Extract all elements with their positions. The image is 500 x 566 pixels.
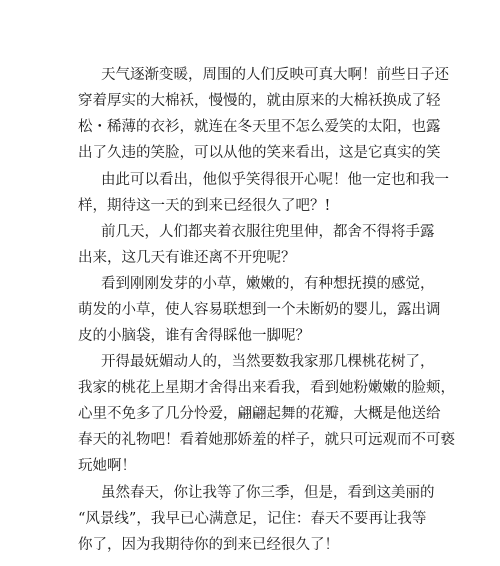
text-line-19-content: 你了，因为我期待你的到来已经很久了！: [78, 537, 339, 553]
text-line-14: [0, 404, 500, 424]
text-line-16-content: 玩她啊！: [78, 458, 136, 474]
text-line-16: [0, 456, 500, 476]
text-line-3: [0, 117, 500, 137]
text-line-8: [0, 248, 500, 268]
text-line-13: [0, 378, 500, 398]
text-line-2: [0, 91, 500, 111]
text-line-9: [0, 274, 500, 294]
text-line-18: [0, 509, 500, 529]
text-line-14-content: 心里不免多了几分怜爱，翩翩起舞的花瓣，大概是他送给: [78, 406, 441, 422]
text-line-2-content: 穿着厚实的大棉袄，慢慢的，就由原来的大棉袄换成了轻: [78, 93, 441, 109]
text-line-11-content: 皮的小脑袋，谁有舍得睬他一脚呢？: [78, 328, 310, 344]
text-line-4: [0, 143, 500, 163]
text-line-3-content: 松・稀薄的衣衫，就连在冬天里不怎么爱笑的太阳，也露: [78, 119, 441, 135]
text-line-15: [0, 430, 500, 450]
text-line-6-content: 样，期待这一天的到来已经很久了吧？!: [78, 198, 331, 214]
text-line-5-content: 由此可以看出，他似乎笑得很开心呢！他一定也和我一: [101, 172, 449, 188]
text-line-19: [0, 535, 500, 555]
text-line-12-content: 开得最妩媚动人的，当然要数我家那几棵桃花树了，: [101, 354, 435, 370]
text-line-17-content: 虽然春天，你让我等了你三季，但是，看到这美丽的: [101, 485, 435, 501]
text-line-1-content: 天气逐渐变暖，周围的人们反映可真大啊！前些日子还: [101, 67, 449, 83]
text-line-15-content: 春天的礼物吧！看着她那娇羞的样子，就只可远观而不可亵: [78, 432, 455, 448]
text-line-18-content: “风景线”，我早已心满意足，记住：春天不要再让我等: [78, 511, 427, 527]
text-line-5: [0, 170, 500, 190]
text-line-8-content: 出来，这几天有谁还离不开兜呢？: [78, 250, 296, 266]
text-line-1: [0, 65, 500, 85]
text-line-9-content: 看到刚刚发芽的小草，嫩嫩的，有种想抚摸的感觉，: [101, 276, 435, 292]
text-line-4-content: 出了久违的笑脸，可以从他的笑来看出，这是它真实的笑: [78, 145, 441, 161]
text-line-12: [0, 352, 500, 372]
text-line-11: [0, 326, 500, 346]
text-line-13-content: 我家的桃花上星期才舍得出来看我，看到她粉嫩嫩的脸颊，: [78, 380, 455, 396]
text-line-17: [0, 483, 500, 503]
text-line-10-content: 萌发的小草，使人容易联想到一个未断奶的婴儿，露出调: [78, 302, 441, 318]
text-line-7-content: 前几天，人们都夹着衣服往兜里伸，都舍不得将手露: [101, 224, 435, 240]
text-line-10: [0, 300, 500, 320]
text-line-7: [0, 222, 500, 242]
text-line-6: [0, 196, 500, 216]
